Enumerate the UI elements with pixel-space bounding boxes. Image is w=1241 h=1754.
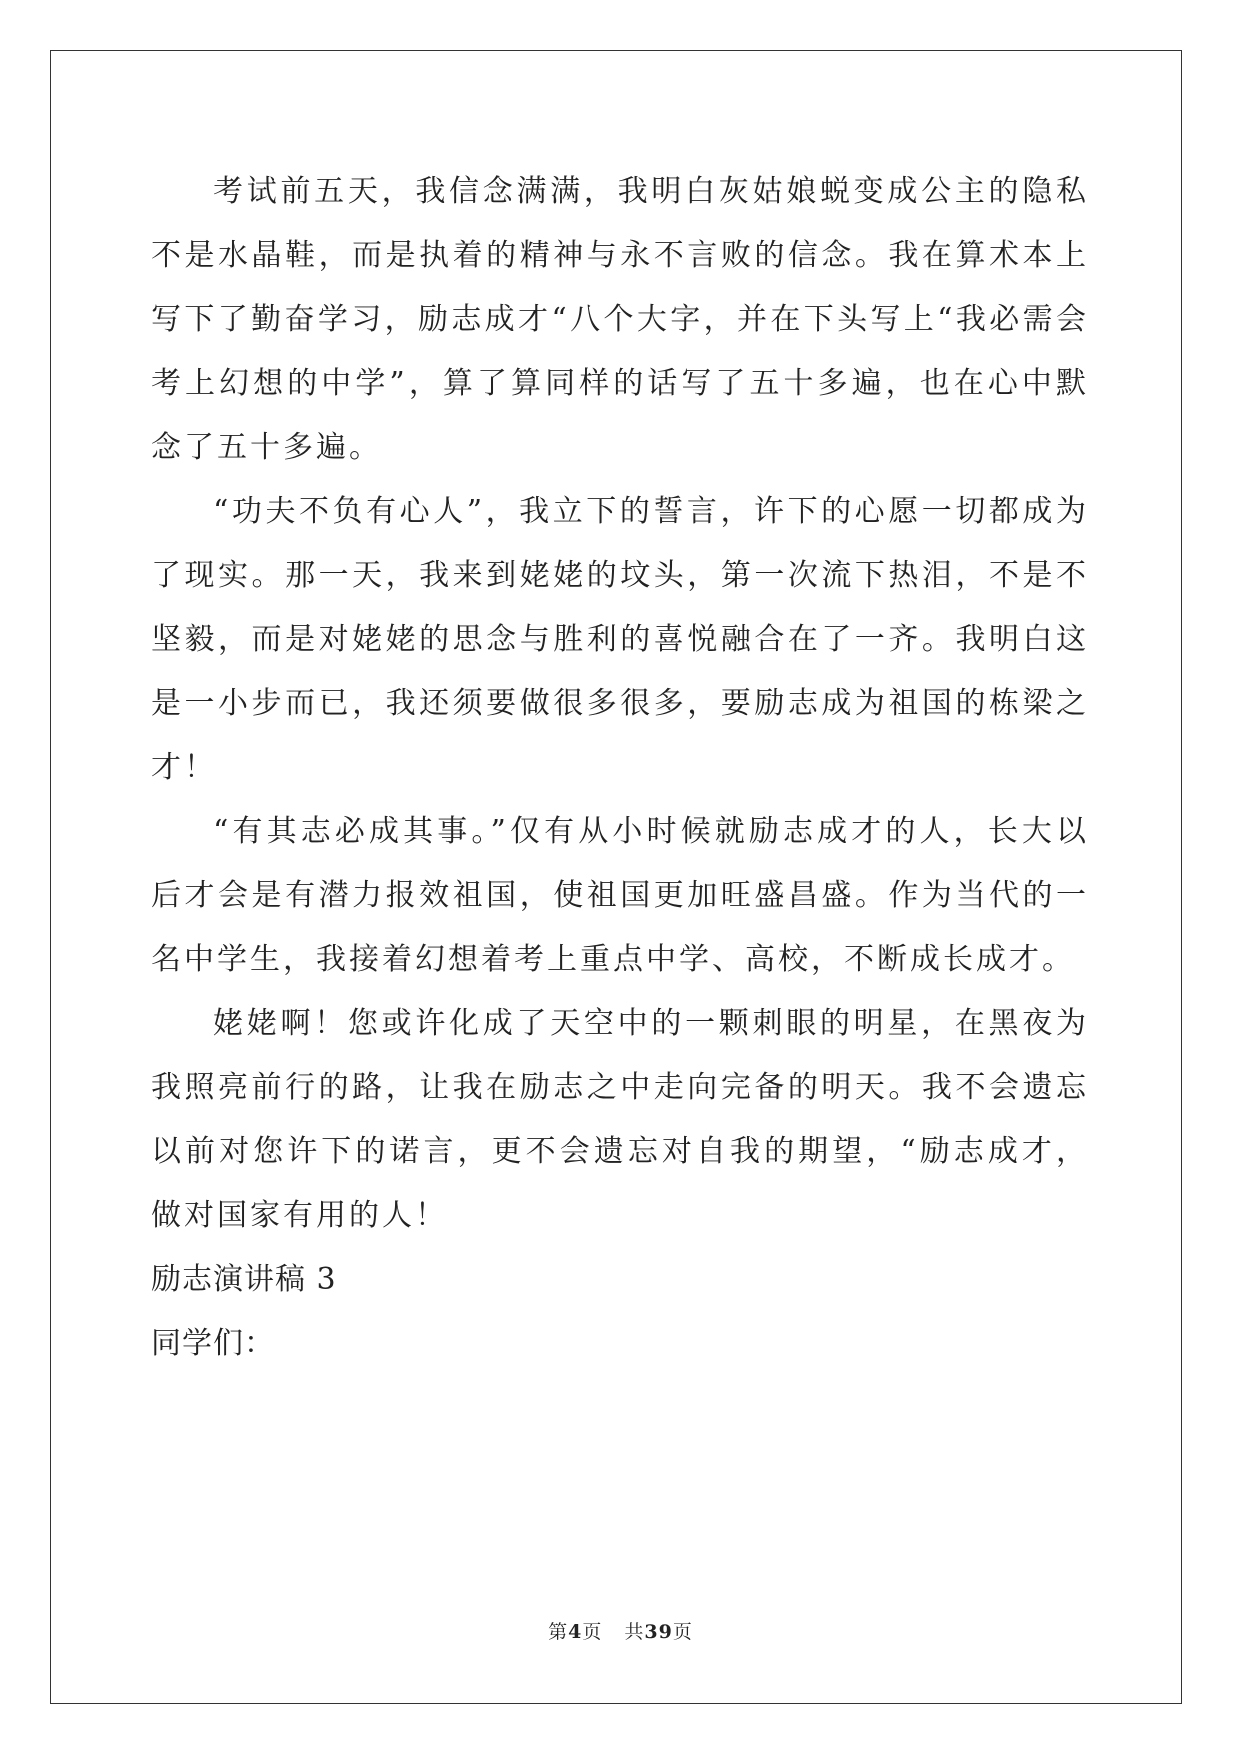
footer-prefix: 第 [548, 1621, 569, 1643]
footer-total-prefix: 共 [624, 1621, 645, 1643]
paragraph-4: 姥姥啊！您或许化成了天空中的一颗刺眼的明星，在黑夜为我照亮前行的路，让我在励志之中走向完备的明天。我不会遗忘以前对您许下的诺言，更不会遗忘对自我的期望，“励志成才，做对国家有用的人！ [151, 1006, 1089, 1233]
paragraph-2: “功夫不负有心人”，我立下的誓言，许下的心愿一切都成为了现实。那一天，我来到姥姥的坟头，第一次流下热泪，不是不坚毅，而是对姥姥的思念与胜利的喜悦融合在了一齐。我明白这是一小步而已，我还须要做很多很多，要励志成为祖国的栋梁之才！ [151, 494, 1089, 785]
current-page-number: 4 [568, 1621, 583, 1643]
document-body [151, 160, 1089, 1376]
paragraph-3: “有其志必成其事。”仅有从小时候就励志成才的人，长大以后才会是有潜力报效祖国，使祖国更加旺盛昌盛。作为当代的一名中学生，我接着幻想着考上重点中学、高校，不断成长成才。 [151, 814, 1089, 977]
footer-page-suffix: 页 [582, 1621, 603, 1643]
paragraph-1: 考试前五天，我信念满满，我明白灰姑娘蜕变成公主的隐私不是水晶鞋，而是执着的精神与永不言败的信念。我在算术本上写下了勤奋学习，励志成才“八个大字，并在下头写上“我必需会考上幻想的中学”，算了算同样的话写了五十多遍，也在心中默念了五十多遍。 [151, 174, 1089, 465]
salutation: 同学们： [151, 1326, 275, 1361]
page-footer [0, 1617, 1241, 1644]
section-title: 励志演讲稿 3 [151, 1262, 337, 1297]
footer-total-suffix: 页 [672, 1621, 693, 1643]
total-page-count: 39 [644, 1621, 673, 1643]
